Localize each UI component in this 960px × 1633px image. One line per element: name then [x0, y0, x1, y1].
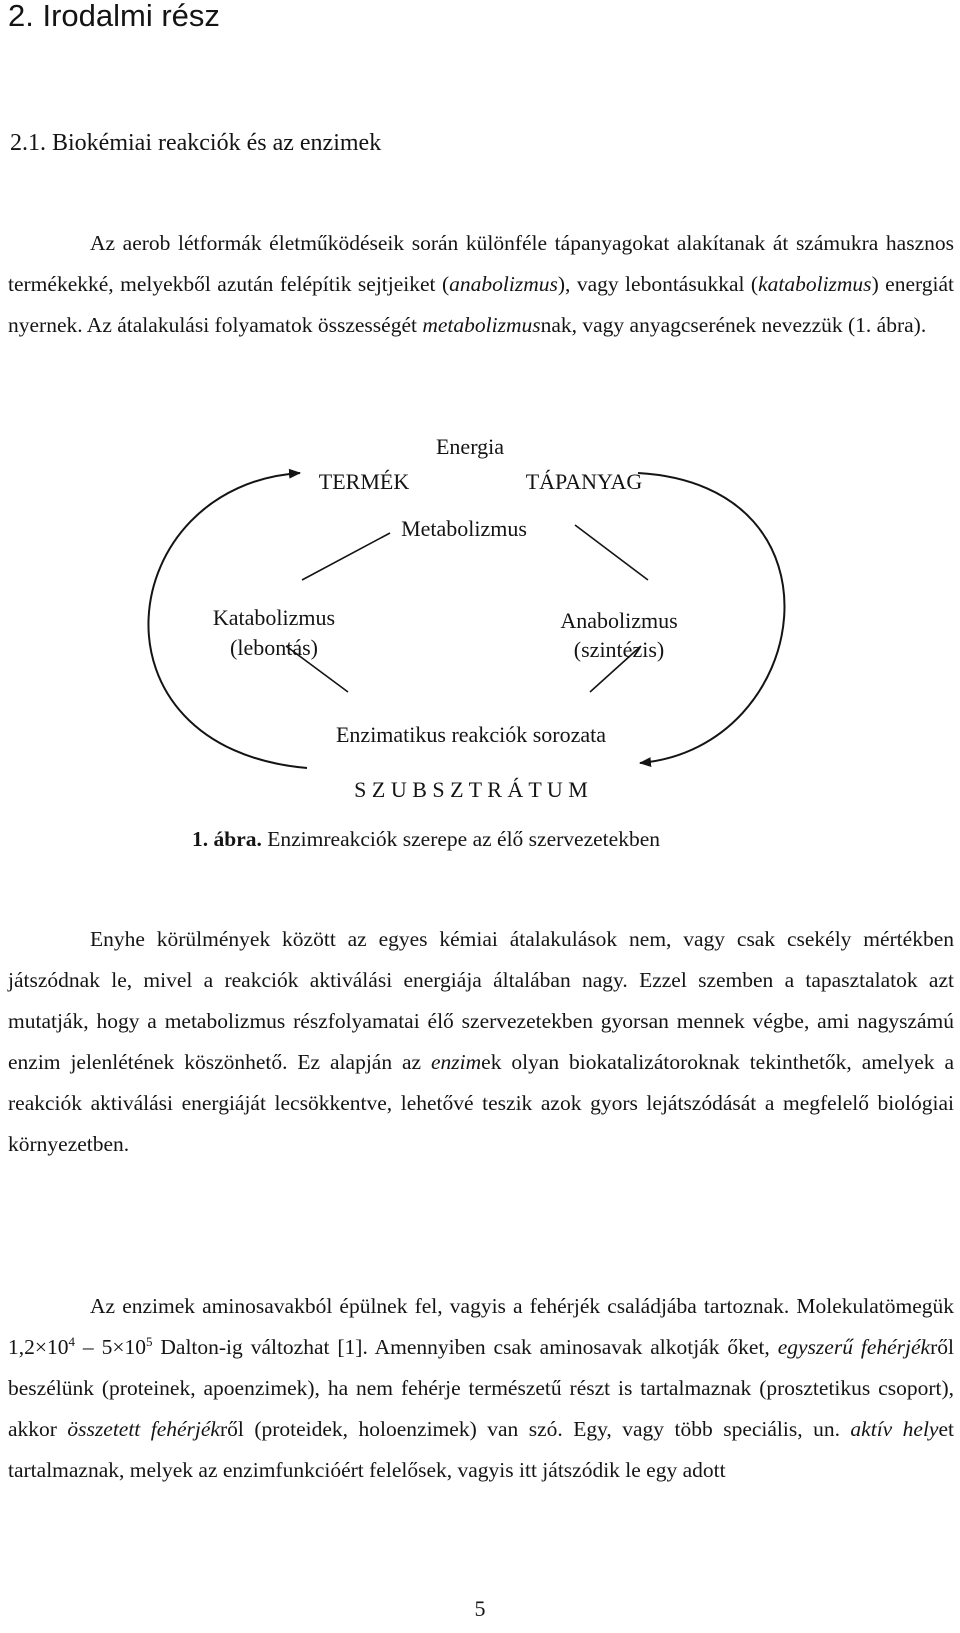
- term-active-site: aktív hely: [850, 1417, 939, 1441]
- text: Enyhe körülmények között az egyes kémiai átalakulások nem, vagy csak csekély mértékben játszódnak le, mivel a reakciók aktiválási energiája általában nagy. Ezzel szemben a tapasztalatok azt mutatják, hogy a metabolizmus részfolyamatai élő szervezetekben gyorsan mennek végbe, ami nagyszámú enzim jelenlétének köszönhető. Ez alapján az: [8, 927, 954, 1074]
- text: ről (proteidek, holoenzimek) van szó. Egy, vagy több speciális, un.: [219, 1417, 851, 1441]
- label-substrate: S Z U B S Z T R Á T U M: [354, 777, 588, 802]
- exponent: 4: [68, 1333, 76, 1349]
- text: ), vagy lebontásukkal (: [557, 272, 759, 296]
- term-metabolism: metabolizmus: [422, 313, 541, 337]
- paragraph-metabolism-intro: [8, 223, 954, 346]
- label-catabolism: Katabolizmus: [212, 605, 336, 630]
- text: ) energiát nyernek. Az átalakulási folyamatok összességét: [8, 272, 955, 337]
- page-number: 5: [474, 1596, 486, 1621]
- label-anabolism: Anabolizmus: [560, 608, 678, 633]
- text: Az aerob létformák életműködéseik során különféle tápanyagokat alakítanak át számukra hasznos termékekké, melyekből azután felépítik sejtjeiket (: [8, 231, 954, 296]
- label-nutrient: TÁPANYAG: [525, 469, 643, 494]
- label-anabolism-sub: (szintézis): [573, 637, 665, 662]
- caption-label: 1. ábra.: [192, 827, 262, 851]
- text: – 5×10: [75, 1335, 146, 1359]
- label-enzymatic-reactions: Enzimatikus reakciók sorozata: [335, 722, 607, 747]
- label-catabolism-sub: (lebontás): [230, 635, 318, 660]
- text: et tartalmaznak, melyek az enzimfunkcióért felelősek, vagyis itt játszódik le egy adott: [8, 1417, 955, 1482]
- term-catabolism: katabolizmus: [758, 272, 872, 296]
- exponent: 5: [145, 1333, 153, 1349]
- label-energy: Energia: [435, 434, 505, 459]
- text: Az enzimek aminosavakból épülnek fel, vagyis a fehérjék családjába tartoznak. Molekulatömegük 1,2×10: [8, 1294, 954, 1359]
- metabolism-diagram: [0, 430, 960, 840]
- paragraph-enzyme-structure: [8, 1286, 954, 1491]
- caption-text: Enzimreakciók szerepe az élő szervezetekben: [261, 827, 660, 851]
- term-enzyme: enzim: [431, 1050, 482, 1074]
- subsection-heading: 2.1. Biokémiai reakciók és az enzimek: [10, 130, 382, 156]
- term-anabolism: anabolizmus: [449, 272, 558, 296]
- section-heading: 2. Irodalmi rész: [8, 0, 220, 33]
- text: Dalton-ig változhat [1]. Amennyiben csak aminosavak alkotják őket,: [152, 1335, 778, 1359]
- text: ek olyan biokatalizátoroknak tekinthetők, amelyek a reakciók aktiválási energiáját lecsökkentve, lehetővé teszik azok gyors lejátszódását a megfelelő biológiai környezetben.: [8, 1050, 954, 1156]
- paragraph-enzymes-role: [8, 919, 954, 1165]
- connector-left-upper: [302, 533, 390, 580]
- term-simple-proteins: egyszerű fehérjék: [777, 1335, 931, 1359]
- label-product: TERMÉK: [318, 469, 410, 494]
- text: nak, vagy anyagcserének nevezzük (1. ábra).: [540, 313, 927, 337]
- text: ről beszélünk (proteinek, apoenzimek), ha nem fehérje természetű részt is tartalmaznak (prosztetikus csoport), akkor: [8, 1335, 954, 1441]
- label-metabolism: Metabolizmus: [401, 516, 527, 541]
- term-complex-proteins: összetett fehérjék: [67, 1417, 220, 1441]
- figure-caption: [192, 827, 892, 852]
- connector-right-upper: [575, 525, 648, 580]
